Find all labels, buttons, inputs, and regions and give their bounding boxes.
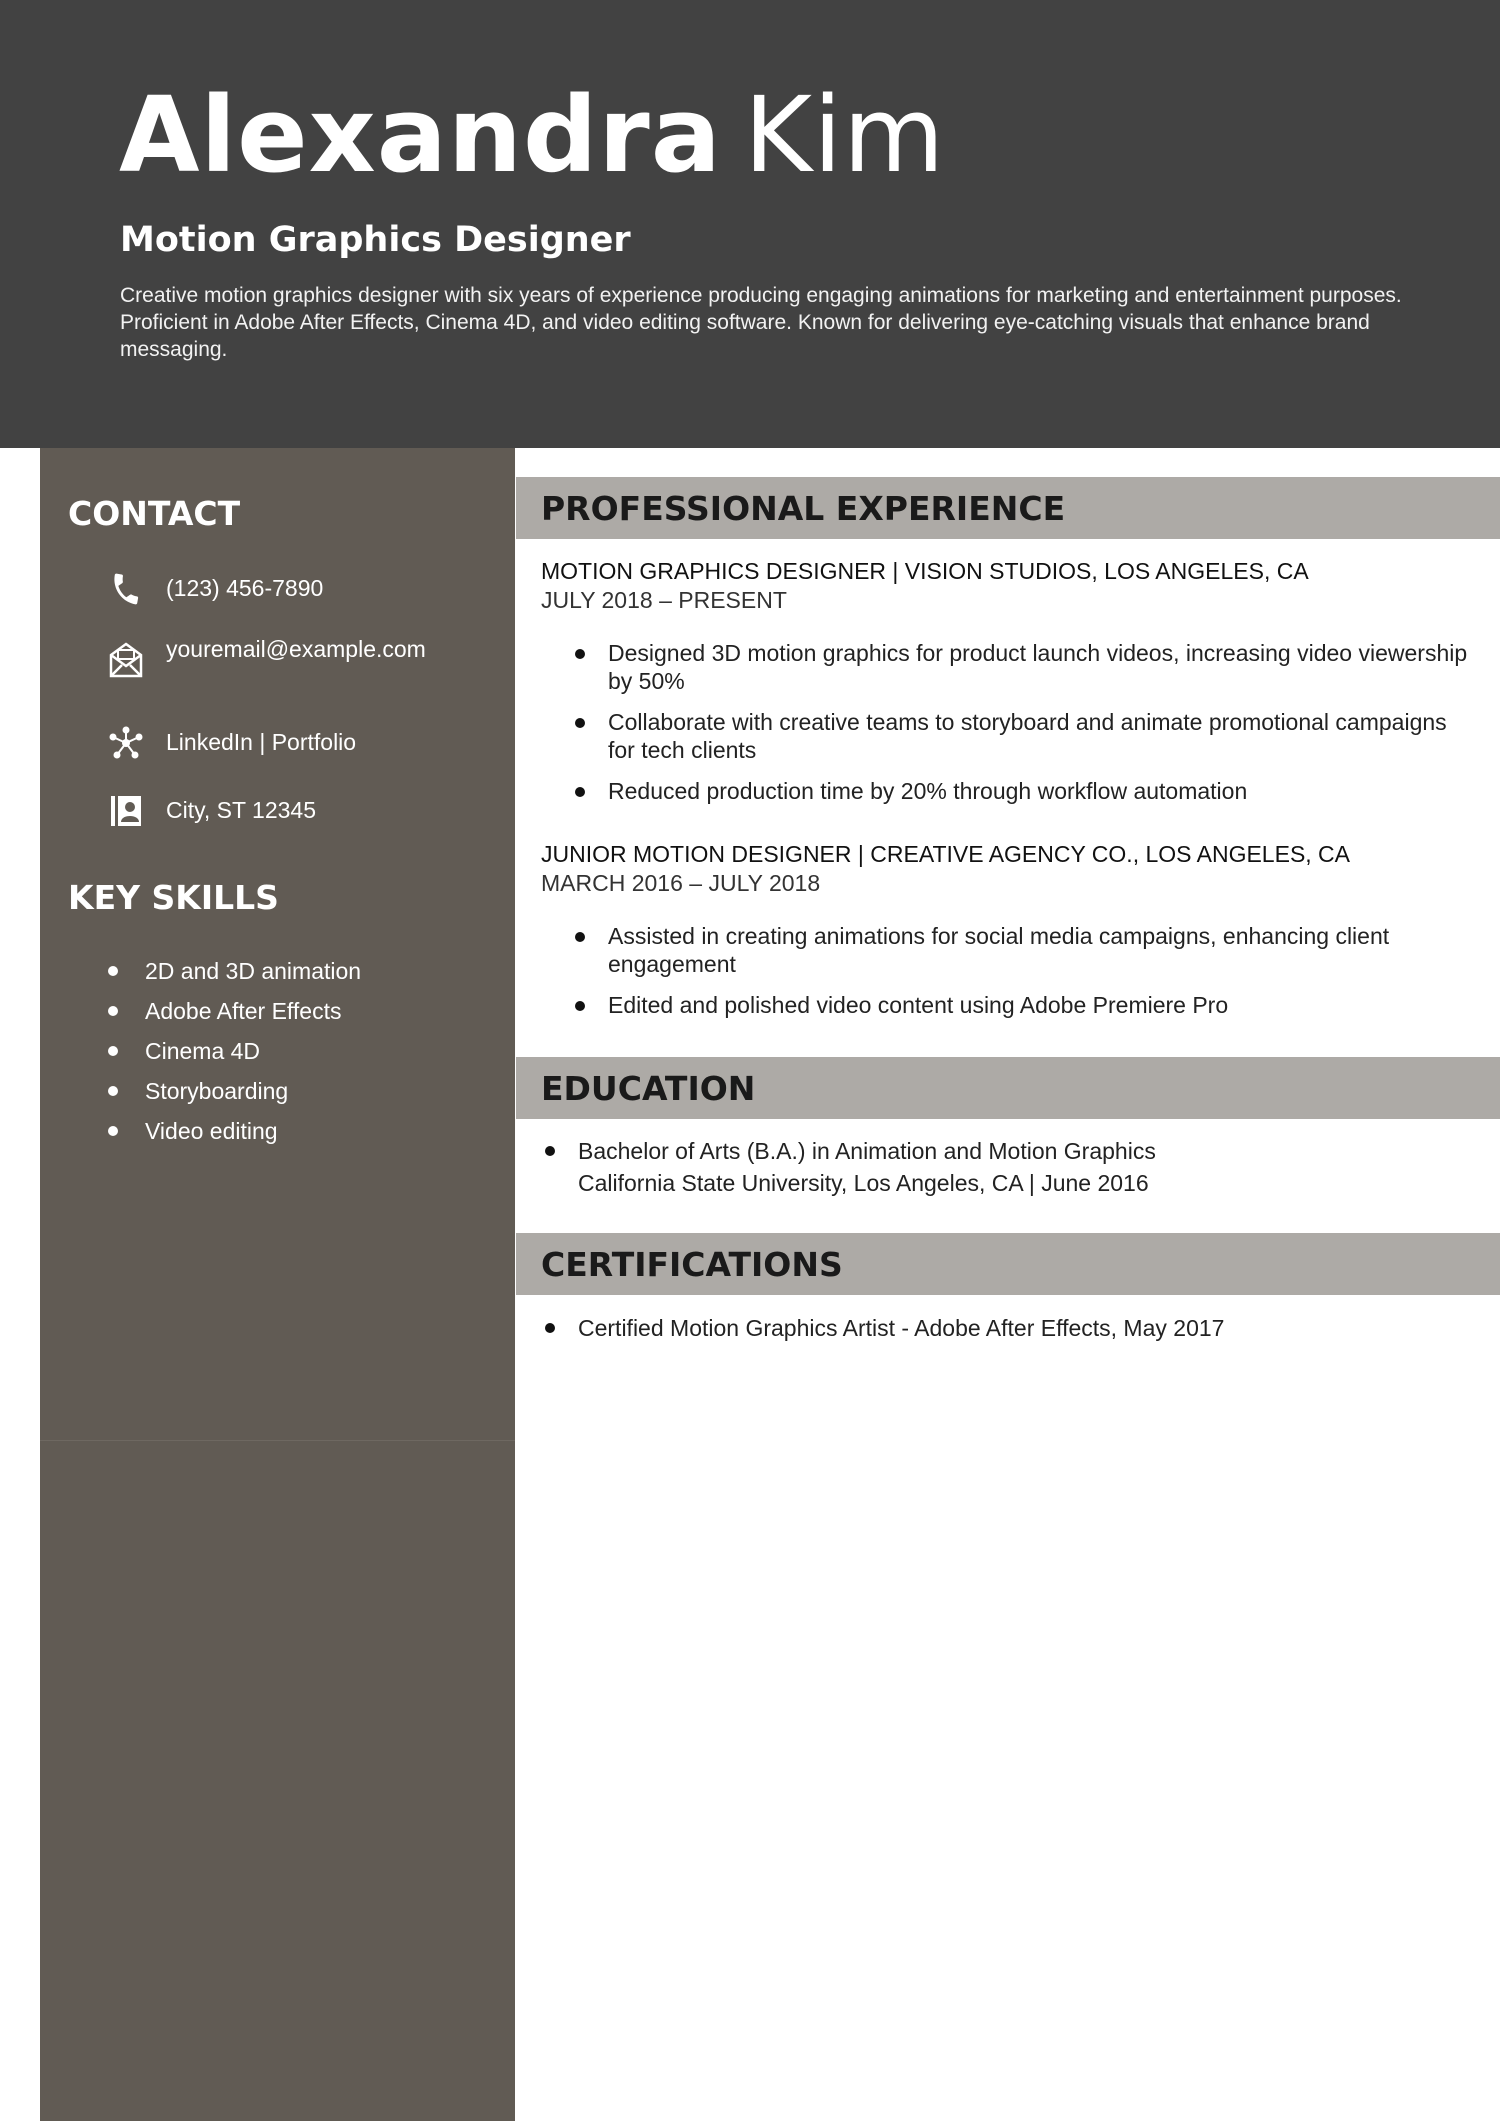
contact-email <box>105 635 436 681</box>
education-entry <box>578 1135 1458 1199</box>
job-bullet: Designed 3D motion graphics for product launch videos, increasing video viewership by 50% <box>608 639 1478 695</box>
school: California State University, Los Angeles, CA | June 2016 <box>578 1170 1149 1196</box>
resume-header <box>0 0 1500 448</box>
certifications-heading: CERTIFICATIONS <box>541 1245 843 1284</box>
contact-heading: CONTACT <box>68 494 241 533</box>
job-bullet: Reduced production time by 20% through workflow automation <box>608 777 1478 805</box>
education-section-bar <box>516 1057 1500 1119</box>
job-bullet: Edited and polished video content using Adobe Premiere Pro <box>608 991 1478 1019</box>
skill-item: Adobe After Effects <box>108 996 361 1036</box>
experience-section-bar <box>516 477 1500 539</box>
contact-links <box>105 728 436 764</box>
job-bullets <box>608 922 1478 1032</box>
job-dates: MARCH 2016 – JULY 2018 <box>541 870 821 896</box>
city-state-zip: City, ST 12345 <box>166 797 317 823</box>
skill-item: Storyboarding <box>108 1076 361 1116</box>
key-skills-list <box>108 956 361 1156</box>
certification-entry: Certified Motion Graphics Artist - Adobe After Effects, May 2017 <box>578 1312 1458 1344</box>
phone-icon <box>105 568 147 610</box>
contact-phone <box>105 574 436 610</box>
candidate-name <box>119 74 946 196</box>
job-title-company: MOTION GRAPHICS DESIGNER | VISION STUDIOS, LOS ANGELES, CA <box>541 558 1309 584</box>
network-icon <box>105 722 147 764</box>
experience-heading: PROFESSIONAL EXPERIENCE <box>541 489 1066 528</box>
job-title: Motion Graphics Designer <box>120 220 631 260</box>
job-bullets <box>608 639 1478 818</box>
skill-item: Video editing <box>108 1116 361 1156</box>
profile-summary: Creative motion graphics designer with six years of experience producing engaging animations for marketing and entertainment purposes. Proficient in Adobe After Effects, Cinema 4D, and video editing software. Known for delivering eye-catching visuals that enhance brand messaging. <box>120 284 1402 361</box>
certifications-section-bar <box>516 1233 1500 1295</box>
education-heading: EDUCATION <box>541 1069 756 1108</box>
linkedin-portfolio-links: LinkedIn | Portfolio <box>166 729 357 755</box>
degree: Bachelor of Arts (B.A.) in Animation and Motion Graphics <box>578 1138 1156 1164</box>
job-bullet: Assisted in creating animations for social media campaigns, enhancing client engagement <box>608 922 1478 978</box>
sidebar <box>40 448 515 2121</box>
phone-number: (123) 456-7890 <box>166 575 324 601</box>
key-skills-heading: KEY SKILLS <box>68 878 279 917</box>
address-card-icon <box>105 790 147 832</box>
last-name: Kim <box>743 74 946 196</box>
email-address: youremail@example.com <box>166 636 426 662</box>
first-name: Alexandra <box>119 74 722 196</box>
sidebar-divider <box>40 1440 515 1441</box>
job-dates: JULY 2018 – PRESENT <box>541 587 787 613</box>
job-title-company: JUNIOR MOTION DESIGNER | CREATIVE AGENCY CO., LOS ANGELES, CA <box>541 841 1351 867</box>
skill-item: 2D and 3D animation <box>108 956 361 996</box>
skill-item: Cinema 4D <box>108 1036 361 1076</box>
contact-address <box>105 796 436 832</box>
envelope-icon <box>105 639 147 681</box>
job-bullet: Collaborate with creative teams to storyboard and animate promotional campaigns for tech clients <box>608 708 1478 764</box>
